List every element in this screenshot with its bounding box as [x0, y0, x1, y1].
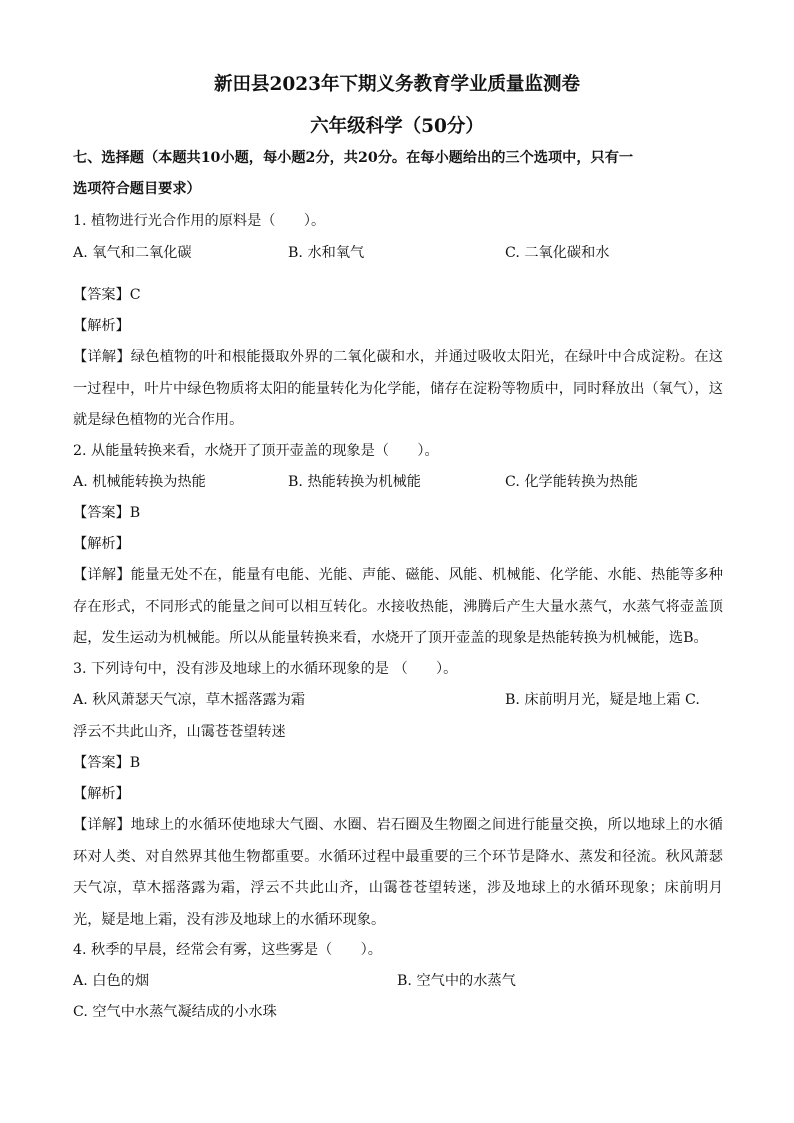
question-4-option-b: B. 空气中的水蒸气 [397, 973, 516, 989]
question-4-stem: 4. 秋季的早晨，经常会有雾，这些雾是（ ）。 [73, 942, 382, 958]
question-1-option-b: B. 水和氧气 [288, 245, 365, 261]
page-subtitle: 六年级科学（50分） [310, 116, 484, 137]
section-heading: 七、选择题（本题共10小题，每小题2分，共20分。在每小题给出的三个选项中，只有一 [73, 150, 634, 166]
question-3-option-c: 浮云不共此山齐，山霭苍苍望转迷 [73, 724, 286, 740]
section-heading-cont: 选项符合题目要求） [73, 181, 201, 197]
question-2-answer: 【答案】B [73, 505, 141, 521]
question-1-option-c: C. 二氧化碳和水 [505, 245, 610, 261]
question-1-detail: 【详解】绿色植物的叶和根能摄取外界的二氧化碳和水，并通过吸收太阳光，在绿叶中合成淀粉。在这一过程中，叶片中绿色物质将太阳的能量转化为化学能，储存在淀粉等物质中，同时释放出（氧气），这就是绿色植物的光合作用。 [73, 349, 723, 428]
question-1-stem: 1. 植物进行光合作用的原料是（ ）。 [73, 213, 326, 229]
question-2-option-b: B. 热能转换为机械能 [288, 474, 421, 490]
question-2-analysis: 【解析】 [73, 536, 130, 552]
question-1-option-a: A. 氧气和二氧化碳 [73, 245, 192, 261]
question-2-stem: 2. 从能量转换来看，水烧开了顶开壶盖的现象是（ ）。 [73, 443, 439, 459]
question-3-stem: 3. 下列诗句中，没有涉及地球上的水循环现象的是 （ ）。 [73, 661, 458, 677]
question-4-option-c: C. 空气中水蒸气凝结成的小水珠 [73, 1004, 277, 1020]
question-2-detail: 【详解】能量无处不在，能量有电能、光能、声能、磁能、风能、机械能、化学能、水能、热能等多种存在形式，不同形式的能量之间可以相互转化。水接收热能，沸腾后产生大量水蒸气，水蒸气将壶盖顶起，发生运动为机械能。所以从能量转换来看，水烧开了顶开壶盖的现象是热能转换为机械能，选B。 [73, 567, 723, 646]
page-title: 新田县2023年下期义务教育学业质量监测卷 [214, 74, 580, 95]
question-3-option-b: B. 床前明月光，疑是地上霜 C. [505, 692, 700, 708]
question-2-option-a: A. 机械能转换为热能 [73, 474, 206, 490]
question-3-option-a: A. 秋风萧瑟天气凉，草木摇落露为霜 [73, 692, 306, 708]
question-2-option-c: C. 化学能转换为热能 [505, 474, 638, 490]
question-3-analysis: 【解析】 [73, 786, 130, 802]
question-3-detail: 【详解】地球上的水循环使地球大气圈、水圈、岩石圈及生物圈之间进行能量交换，所以地球上的水循环对人类、对自然界其他生物都重要。水循环过程中最重要的三个环节是降水、蒸发和径流。秋风萧瑟天气凉，草木摇落露为霜，浮云不共此山齐，山霭苍苍望转迷，涉及地球上的水循环现象；床前明月光，疑是地上霜，没有涉及地球上的水循环现象。 [73, 817, 723, 928]
question-4-option-a: A. 白色的烟 [73, 973, 150, 989]
question-3-answer: 【答案】B [73, 755, 141, 771]
question-1-analysis: 【解析】 [73, 318, 130, 334]
question-1-answer: 【答案】C [73, 287, 141, 303]
